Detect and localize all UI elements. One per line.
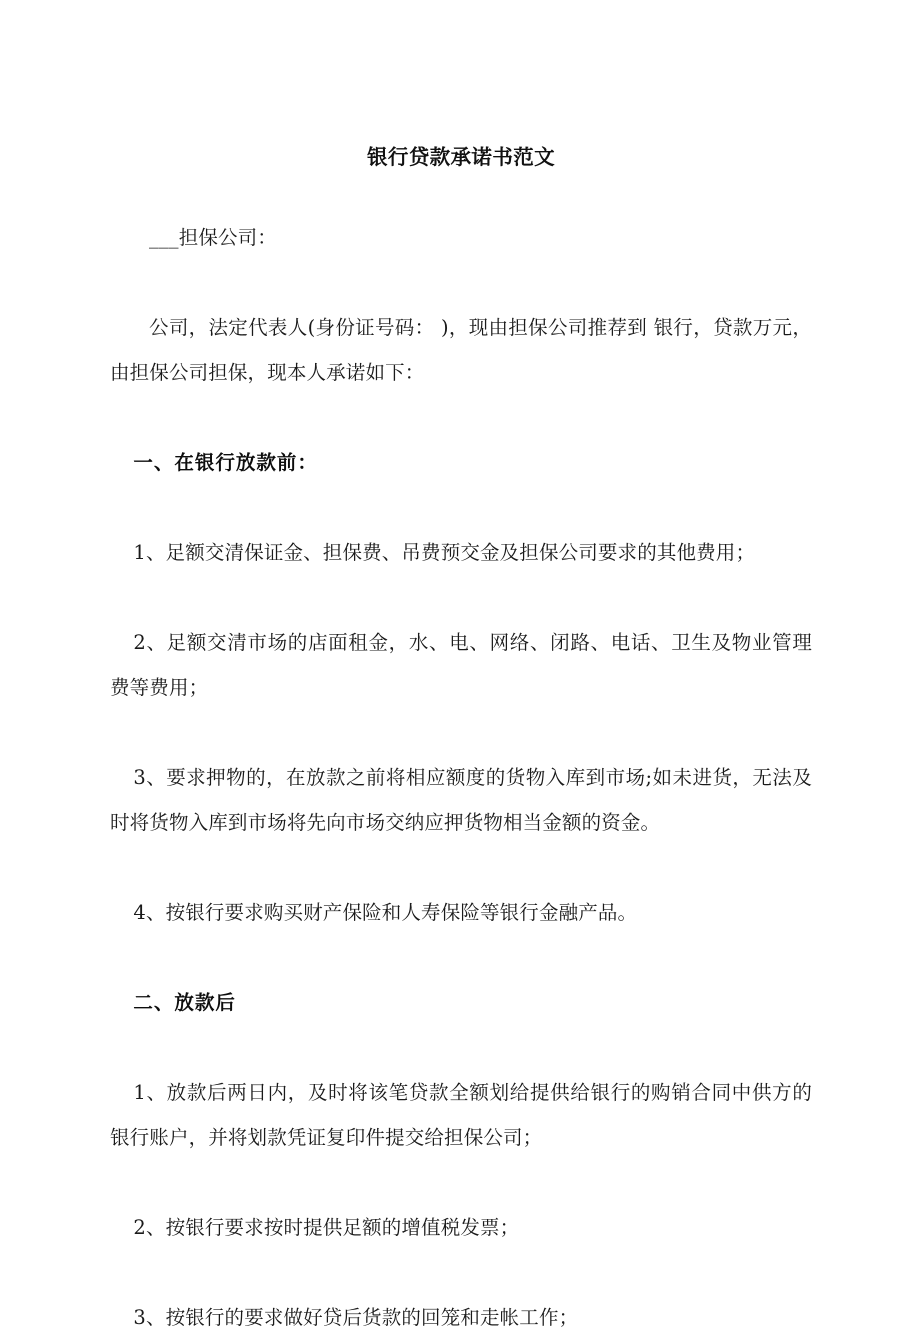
document-body — [110, 0, 812, 1340]
spacer-before-section-1 — [110, 395, 812, 440]
page-title: 银行贷款承诺书范文 — [366, 145, 556, 169]
salutation-line: ___担保公司： — [149, 226, 277, 249]
section-heading-2: 二、放款后 — [133, 991, 236, 1014]
list-item: 1、放款后两日内，及时将该笔贷款全额划给提供给银行的购销合同中供方的银行账户，并将划款凭证复印件提交给担保公司； — [110, 1081, 812, 1149]
spacer-after-salutation — [110, 260, 812, 305]
spacer-after-section-heading-1 — [110, 485, 812, 530]
spacer-item — [110, 1160, 812, 1205]
list-item: 3、要求押物的，在放款之前将相应额度的货物入库到市场;如未进货，无法及时将货物入库到市场将先向市场交纳应押货物相当金额的资金。 — [110, 766, 812, 834]
section-heading-1: 一、在银行放款前： — [133, 451, 318, 474]
spacer-item — [110, 845, 812, 890]
spacer-item — [110, 575, 812, 620]
list-item: 4、按银行要求购买财产保险和人寿保险等银行金融产品。 — [133, 901, 638, 924]
list-item: 2、按银行要求按时提供足额的增值税发票； — [133, 1216, 520, 1239]
preamble-paragraph: 公司，法定代表人(身份证号码： )，现由担保公司推荐到 银行，贷款万元，由担保公司担保，现本人承诺如下： — [110, 316, 812, 384]
list-item: 1、足额交清保证金、担保费、吊费预交金及担保公司要求的其他费用； — [133, 541, 756, 564]
spacer-before-section-2 — [110, 935, 812, 980]
spacer-after-section-heading-2 — [110, 1025, 812, 1070]
list-item: 3、按银行的要求做好贷后货款的回笼和走帐工作； — [133, 1306, 579, 1329]
list-item: 2、足额交清市场的店面租金，水、电、网络、闭路、电话、卫生及物业管理费等费用； — [110, 631, 812, 699]
spacer-item — [110, 1250, 812, 1295]
spacer-after-title — [110, 172, 812, 215]
spacer-item — [110, 710, 812, 755]
